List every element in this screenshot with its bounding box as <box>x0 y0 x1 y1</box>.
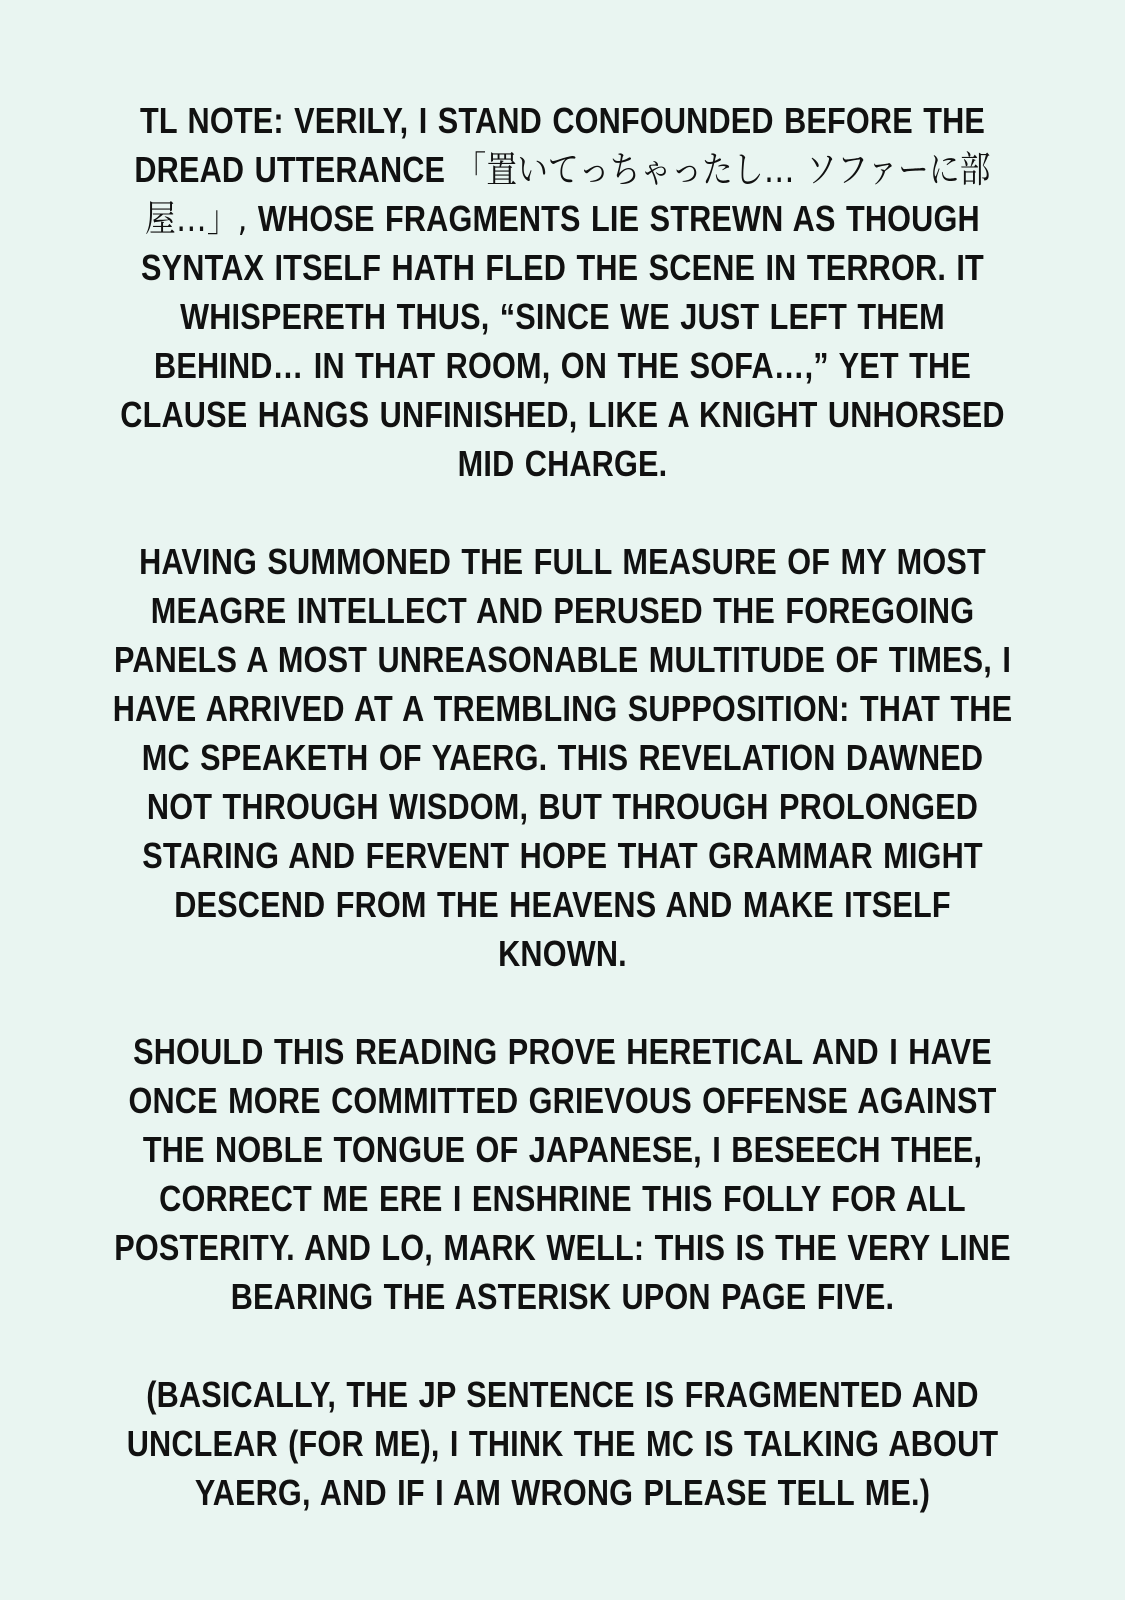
note-p1-text-cont: WHOSE FRAGMENTS LIE STREWN AS THOUGH SYNTAX ITSELF HATH FLED THE SCENE IN TERROR. IT WHISPERETH THUS, “SINCE WE JUST LEFT THEM BEHIND… IN THAT ROOM, ON THE SOFA…,” YET THE CLAUSE HANGS UNFINISHED, LIKE A KNIGHT UNHORSED MID CHARGE. <box>120 198 1005 484</box>
note-paragraph-1 <box>105 96 1020 488</box>
note-body <box>105 96 1020 1517</box>
note-paragraph-2: HAVING SUMMONED THE FULL MEASURE OF MY MOST MEAGRE INTELLECT AND PERUSED THE FOREGOING PANELS A MOST UNREASONABLE MULTITUDE OF TIMES, I HAVE ARRIVED AT A TREMBLING SUPPOSITION: THAT THE MC SPEAKETH OF YAERG. THIS REVELATION DAWNED NOT THROUGH WISDOM, BUT THROUGH PROLONGED STARING AND FERVENT HOPE THAT GRAMMAR MIGHT DESCEND FROM THE HEAVENS AND MAKE ITSELF KNOWN. <box>112 541 1013 974</box>
note-paragraph-4: (BASICALLY, THE JP SENTENCE IS FRAGMENTED AND UNCLEAR (FOR ME), I THINK THE MC IS TALKING ABOUT YAERG, AND IF I AM WRONG PLEASE TELL ME.) <box>126 1374 999 1513</box>
note-p1-text: TL NOTE: VERILY, I STAND CONFOUNDED BEFORE THE DREAD UTTERANCE <box>134 100 986 190</box>
note-paragraph-3: SHOULD THIS READING PROVE HERETICAL AND I HAVE ONCE MORE COMMITTED GRIEVOUS OFFENSE AGAINST THE NOBLE TONGUE OF JAPANESE, I BESEECH THEE, CORRECT ME ERE I ENSHRINE THIS FOLLY FOR ALL POSTERITY. AND LO, MARK WELL: THIS IS THE VERY LINE BEARING THE ASTERISK UPON PAGE FIVE. <box>114 1031 1011 1317</box>
japanese-quote: 「置いてっちゃったし… ソファーに部屋…」, <box>145 148 991 240</box>
